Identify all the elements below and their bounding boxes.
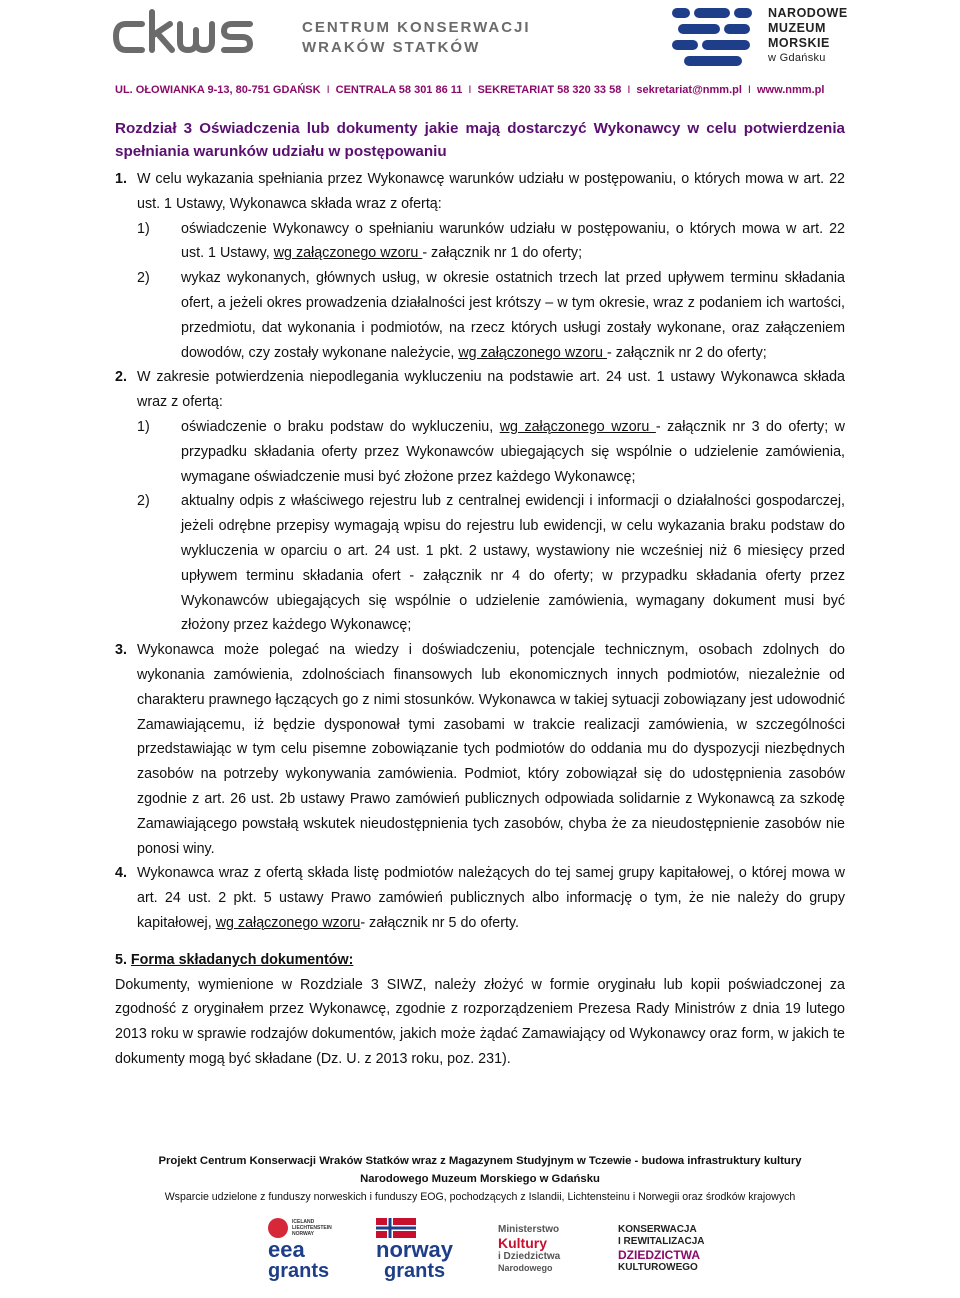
document-body bbox=[115, 117, 845, 1072]
eea-circle-icon bbox=[268, 1218, 288, 1238]
page-footer bbox=[0, 1152, 960, 1206]
list-item bbox=[137, 266, 845, 365]
section-text-end: - załącznik nr 5 do oferty. bbox=[360, 914, 519, 931]
template-link[interactable]: wg załączonego wzoru bbox=[458, 344, 607, 361]
list-item bbox=[137, 415, 845, 489]
list-item bbox=[137, 217, 845, 267]
nmm-logo-mark bbox=[668, 4, 760, 68]
section-number: 2. bbox=[115, 369, 127, 386]
krdk-line4: KULTUROWEGO bbox=[618, 1262, 698, 1273]
section-4 bbox=[115, 861, 845, 935]
section-text-wrap bbox=[137, 861, 845, 935]
section-title: Forma składanych dokumentów: bbox=[130, 951, 354, 968]
krdk-logo bbox=[618, 1224, 708, 1284]
list-item-text-end: - załącznik nr 2 do oferty; bbox=[606, 344, 767, 361]
template-link[interactable]: wg załączonego wzoru bbox=[273, 245, 423, 262]
eea-grants-word: grants bbox=[268, 1260, 330, 1282]
norway-grants-logo bbox=[376, 1218, 466, 1294]
nmm-name-line1: NARODOWE bbox=[768, 6, 848, 20]
section-text: Wykonawca może polegać na wiedzy i doświadczeniu, potencjale technicznym, osobach zdolnych do wykonania zamówienia, zdolnościach finansowych lub ekonomicznych innych podmiotów, niezależnie od charakteru prawnego łączących go z nimi stosunków. Wykonawca w takiej sytuacji zobowiązany jest udowodnić Zamawiającemu, iż będzie dysponował tymi zasobami w trakcie realizacji zamówienia, w szczególności przedstawiając w tym celu pisemne zobowiązanie tych podmiotów do oddania mu do dyspozycji niezbędnych zasobów na potrzeby wykonywania zamówienia. Podmiot, który zobowiązał się do udostępnienia zasobów zgodnie z art. 26 ust. 2b ustawy Prawo zamówień publicznych odpowiada solidarnie z Wykonawcą za szkodę Zamawiającego powstałą wskutek nieudostępnienia tych zasobów, chyba że za nieudostępnienie zasobów nie ponosi winy. bbox=[137, 642, 845, 857]
eea-country: LIECHTENSTEIN bbox=[292, 1225, 332, 1231]
eea-country: NORWAY bbox=[292, 1231, 314, 1237]
page-header bbox=[0, 0, 960, 110]
section-intro: W zakresie potwierdzenia niepodlegania wykluczeniu na podstawie art. 24 ust. 1 ustawy Wykonawca składa wraz z ofertą: bbox=[137, 369, 845, 411]
list-item-number: 2) bbox=[137, 270, 150, 287]
ckws-name bbox=[302, 18, 531, 58]
list-item-text: aktualny odpis z właściwego rejestru lub z centralnej ewidencji i informacji o działalności gospodarczej, jeżeli odrębne przepisy wymagają wpisu do rejestru lub ewidencji, w celu wykazania braku podstaw do wykluczenia w oparciu o art. 24 ust. 1 pkt. 2 ustawy, wystawiony nie wcześniej niż 6 miesięcy przed upływem terminu składania ofert - załącznik nr 4 do oferty; w przypadku składania oferty przez Wykonawców ubiegających się wspólnie o udzielenie zamówienia, wymagany dokument musi być złożony przez każdego Wykonawcę; bbox=[181, 493, 845, 634]
ckws-logo-mark bbox=[112, 6, 282, 58]
norway-grants-word: grants bbox=[384, 1260, 446, 1282]
list-item-text-end: - załącznik nr 3 do oferty; w przypadku składania oferty przez Wykonawców ubiegających się wspólnie o udzielenie zamówienia, wymagane oświadczenie musi być złożone przez każdego Wykonawcę; bbox=[181, 418, 845, 485]
list-item-text-end: - załącznik nr 1 do oferty; bbox=[422, 245, 583, 262]
ministry-logo bbox=[498, 1224, 578, 1284]
contact-separator: I bbox=[468, 84, 472, 96]
section-number: 4. bbox=[115, 865, 127, 882]
eea-grants-logo bbox=[268, 1218, 348, 1294]
contact-email[interactable]: sekretariat@nmm.pl bbox=[636, 84, 742, 96]
section-2 bbox=[115, 365, 845, 638]
list-item-number: 1) bbox=[137, 220, 150, 237]
contact-separator: I bbox=[747, 84, 751, 96]
contact-website[interactable]: www.nmm.pl bbox=[756, 84, 825, 96]
norway-flag-icon bbox=[376, 1218, 416, 1238]
section-number: 5. bbox=[115, 951, 127, 968]
footer-funding: Wsparcie udzielone z funduszy norweskich i funduszy EOG, pochodzących z Islandii, Lichtensteinu i Norwegii oraz środków krajowych bbox=[164, 1191, 796, 1203]
contact-separator: I bbox=[326, 84, 330, 96]
nmm-logo bbox=[668, 4, 868, 68]
list-item bbox=[137, 489, 845, 638]
section-intro: W celu wykazania spełniania przez Wykonawcę warunków udziału w postępowaniu, o których mowa w art. 22 ust. 1 Ustawy, Wykonawca składa wraz z ofertą: bbox=[137, 171, 845, 212]
template-link[interactable]: wg załączonego wzoru bbox=[499, 418, 656, 435]
list-item-number: 1) bbox=[137, 418, 150, 435]
nmm-name-line2: MUZEUM bbox=[768, 21, 826, 35]
list-item-number: 2) bbox=[137, 493, 150, 510]
section-text: Dokumenty, wymienione w Rozdziale 3 SIWZ, należy złożyć w formie oryginału lub kopii poświadczonej za zgodność z oryginałem przez Wykonawcę, zgodnie z rozporządzeniem Prezesa Rady Ministrów z dnia 19 lutego 2013 roku w sprawie rodzajów dokumentów, jakich może żądać Zamawiający od Wykonawcy oraz form, w jakich te dokumenty mogą być składane (Dz. U. z 2013 roku, poz. 231). bbox=[115, 976, 845, 1067]
contact-central: CENTRALA 58 301 86 11 bbox=[335, 84, 463, 96]
eea-countries bbox=[292, 1219, 332, 1237]
section-5-heading bbox=[115, 948, 845, 973]
nmm-name-line4: w Gdańsku bbox=[768, 52, 826, 64]
ckws-logo bbox=[112, 6, 532, 58]
section-number: 1. bbox=[115, 171, 127, 187]
contact-bar bbox=[115, 84, 855, 96]
ministry-line4: Narodowego bbox=[498, 1263, 553, 1273]
list-item-text: wykaz wykonanych, głównych usług, w okresie ostatnich trzech lat przed upływem terminu składania ofert, a jeżeli okres prowadzenia działalności jest krótszy – w tym okresie, wraz z podaniem ich wartości, przedmiotu, dat wykonania i podmiotów, na rzecz których usługi zostały wykonane, oraz załączeniem dowodów, czy zostały wykonane należycie, bbox=[181, 270, 845, 361]
ckws-name-line1: CENTRUM KONSERWACJI bbox=[302, 19, 531, 36]
eea-country: ICELAND bbox=[292, 1219, 315, 1225]
list-item-text: oświadczenie o braku podstaw do wykluczeniu, bbox=[181, 418, 500, 435]
list-item-text: oświadczenie Wykonawcy o spełnianiu warunków udziału w postępowaniu, o których mowa w art. 22 ust. 1 Ustawy, bbox=[181, 220, 845, 262]
krdk-line3: DZIEDZICTWA bbox=[618, 1248, 700, 1262]
chapter-title: Rozdział 3 Oświadczenia lub dokumenty jakie mają dostarczyć Wykonawcy w celu potwierdzenia spełniania warunków udziału w postępowaniu bbox=[115, 120, 845, 160]
krdk-line1: KONSERWACJA bbox=[618, 1224, 697, 1235]
sponsor-logos bbox=[0, 1214, 960, 1294]
section-text: Wykonawca wraz z ofertą składa listę podmiotów należących do tej samej grupy kapitałowej, o której mowa w art. 24 ust. 2 pkt. 5 ustawy Prawo zamówień publicznych albo informację o tym, że nie należy do grupy kapitałowej, bbox=[137, 865, 845, 931]
section-5 bbox=[115, 948, 845, 1072]
krdk-line2: I REWITALIZACJA bbox=[618, 1236, 705, 1247]
contact-separator: I bbox=[627, 84, 631, 96]
nmm-name-line3: MORSKIE bbox=[768, 36, 830, 50]
section-3 bbox=[115, 638, 845, 861]
ministry-line2: Kultury bbox=[498, 1235, 547, 1251]
ckws-name-line2: WRAKÓW STATKÓW bbox=[302, 39, 481, 56]
ministry-line3: i Dziedzictwa bbox=[498, 1251, 561, 1262]
section-1 bbox=[115, 167, 845, 365]
norway-word: norway bbox=[376, 1237, 454, 1262]
ministry-line1: Ministerstwo bbox=[498, 1224, 560, 1235]
template-link[interactable]: wg załączonego wzoru bbox=[215, 914, 361, 931]
nmm-name bbox=[768, 6, 848, 66]
section-number: 3. bbox=[115, 642, 127, 659]
footer-museum: Narodowego Muzeum Morskiego w Gdańsku bbox=[360, 1173, 600, 1185]
eea-word: eea bbox=[268, 1237, 305, 1262]
footer-project: Projekt Centrum Konserwacji Wraków Statków wraz z Magazynem Studyjnym w Tczewie - budowa infrastruktury kultury bbox=[158, 1155, 802, 1167]
contact-address: UL. OŁOWIANKA 9-13, 80-751 GDAŃSK bbox=[115, 84, 321, 96]
contact-secretariat: SEKRETARIAT 58 320 33 58 bbox=[477, 84, 622, 96]
